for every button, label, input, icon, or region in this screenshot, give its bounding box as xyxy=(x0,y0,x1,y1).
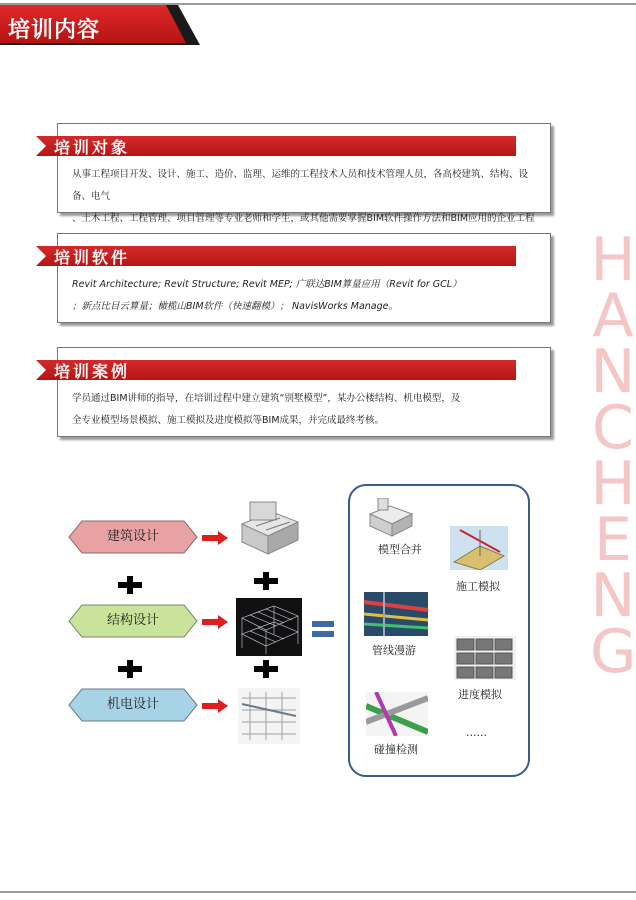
watermark-letter: E xyxy=(594,505,632,575)
plus-icon xyxy=(118,576,142,594)
input-label: 结构设计 xyxy=(106,613,159,628)
watermark-letter: A xyxy=(592,281,634,351)
bottom-rule xyxy=(0,891,636,893)
model-merge-image xyxy=(368,498,414,538)
watermark-text xyxy=(590,225,636,687)
red-arrow-icon xyxy=(202,699,228,713)
section-training-target xyxy=(54,123,551,224)
red-arrow-icon xyxy=(202,615,228,629)
output-label: 碰撞检测 xyxy=(374,743,418,756)
page-title: 培训内容 xyxy=(8,18,101,43)
watermark-letter: N xyxy=(590,337,636,407)
input-label: 建筑设计 xyxy=(106,529,159,544)
clash-detection-image xyxy=(366,692,428,736)
section-body xyxy=(72,388,538,432)
section-line: 从事工程项目开发、设计、施工、造价、监理、运维的工程技术人员和技术管理人员，各高校建筑、结构、设备、电气 xyxy=(72,169,529,202)
output-panel xyxy=(348,484,530,777)
input-mep-design xyxy=(68,688,198,722)
pipeline-roaming-image xyxy=(364,592,428,636)
schedule-simulation-image xyxy=(454,636,516,680)
section-title: 培训对象 xyxy=(54,138,131,157)
watermark-letter: G xyxy=(590,617,636,687)
section-line: Revit Architecture; Revit Structure; Revit MEP; 广联达BIM算量应用（Revit for GCL） xyxy=(72,279,462,290)
output-label: 模型合并 xyxy=(378,543,422,556)
structure-model-image xyxy=(236,598,302,656)
section-title-bar xyxy=(36,360,516,380)
equals-icon xyxy=(312,620,334,638)
section-body xyxy=(72,274,538,318)
watermark-letter: H xyxy=(590,449,636,519)
output-label: 进度模拟 xyxy=(458,688,502,701)
watermark-letter: H xyxy=(590,225,636,295)
input-architecture-design xyxy=(68,520,198,554)
section-title: 培训案例 xyxy=(54,362,131,381)
section-line: 全专业模型场景模拟、施工模拟及进度模拟等BIM成果，并完成最终考核。 xyxy=(72,415,385,426)
header-tab xyxy=(0,5,200,45)
section-title: 培训软件 xyxy=(54,248,131,267)
output-label: 管线漫游 xyxy=(372,644,416,657)
section-training-software xyxy=(54,233,551,323)
output-label: 施工模拟 xyxy=(456,580,500,593)
section-line: 、土木工程、工程管理、项目管理等专业老师和学生，或其他需要掌握BIM软件操作方法和BIM应用的企业工程 xyxy=(72,213,535,224)
construction-simulation-image xyxy=(450,526,508,570)
section-line: 学员通过BIM讲师的指导，在培训过程中建立建筑“别墅模型”，某办公楼结构、机电模型，及 xyxy=(72,393,461,404)
watermark-letter: C xyxy=(592,393,634,463)
red-arrow-icon xyxy=(202,531,228,545)
section-line: ；新点比目云算量；橄榄山BIM软件（快速翻模）； NavisWorks Manage。 xyxy=(72,301,398,312)
section-title-bar xyxy=(36,246,516,266)
plus-icon xyxy=(254,572,278,590)
output-ellipsis: ...... xyxy=(466,726,487,739)
plus-icon xyxy=(118,660,142,678)
mep-model-image xyxy=(238,688,300,744)
watermark-letter: N xyxy=(590,561,636,631)
section-training-case xyxy=(54,347,551,437)
input-label: 机电设计 xyxy=(106,697,159,712)
plus-icon xyxy=(254,660,278,678)
section-title-bar xyxy=(36,136,516,156)
architecture-model-image xyxy=(236,500,302,556)
input-structure-design xyxy=(68,604,198,638)
